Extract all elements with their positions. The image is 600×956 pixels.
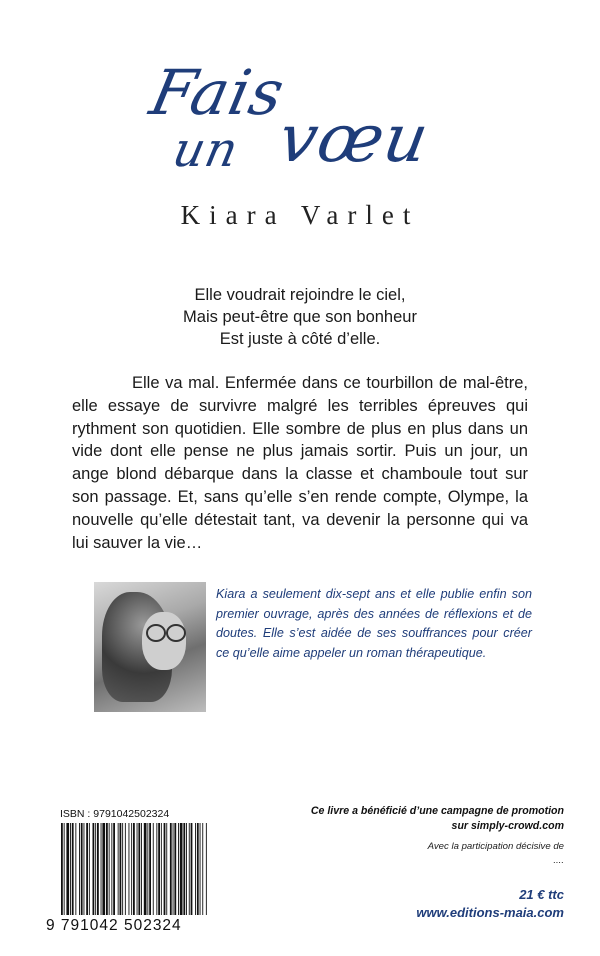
epigraph-poem [0,284,600,350]
author-photo [94,582,206,712]
title-word-voeu: vœu [273,100,435,177]
participation-dots: .... [553,855,564,866]
title-word-fais: Fais [144,56,292,129]
synopsis-paragraph: Elle va mal. Enfermée dans ce tourbillon de mal-être, elle essaye de survivre malgré les terribles épreuves qui rythment son quotidien. Elle sombre de plus en plus dans un vide dont elle pense ne plus jamais sortir. Puis un jour, un ange blond débarque dans la classe et chamboule tout sur son passage. Et, sans qu’elle s’en rende compte, Olympe, la nouvelle qu’elle détestait tant, va devenir la personne qui va lui sauver la vie… [72,374,528,552]
promo-line: sur simply-crowd.com [451,820,564,832]
promo-note [264,804,564,834]
isbn-label: ISBN : 9791042502324 [60,808,170,820]
poem-line: Mais peut-être que son bonheur [183,308,417,326]
author-bio: Kiara a seulement dix-sept ans et elle publie enfin son premier ouvrage, après des années de réflexions et de doutes. Elle s’est aidée de ses souffrances pour créer ce qu’elle aime appeler un roman thérapeutique. [216,587,532,660]
price: 21 € ttc [519,887,564,902]
participation-line: Avec la participation décisive de [427,841,564,852]
barcode-image [60,823,208,915]
price-block [264,886,564,922]
book-title [140,56,470,190]
poem-line: Est juste à côté d’elle. [219,330,381,348]
publisher-website: www.editions-maia.com [416,905,564,920]
participation-note [264,840,564,868]
title-word-un: un [168,122,244,178]
poem-line: Elle voudrait rejoindre le ciel, [194,286,406,304]
barcode-number: 9 791042 502324 [46,917,182,934]
promo-line: Ce livre a bénéficié d’une campagne de promotion [310,805,564,817]
author-name: Kiara Varlet [180,200,420,230]
